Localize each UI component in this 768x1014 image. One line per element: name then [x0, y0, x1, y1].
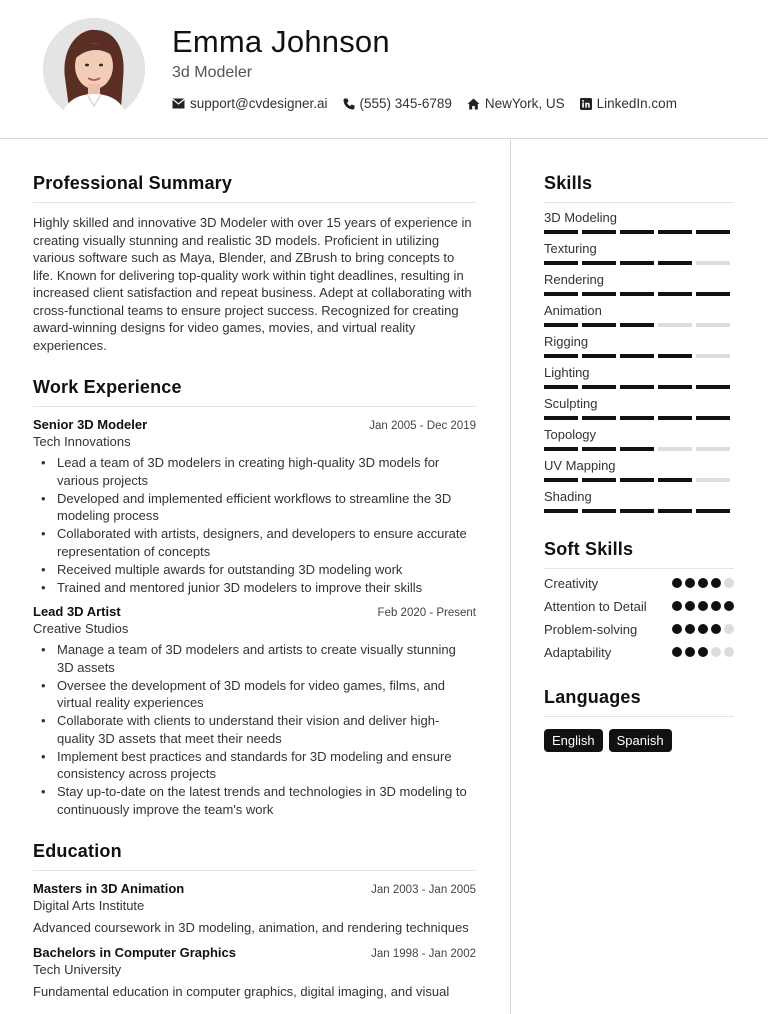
skill-level-segment — [582, 292, 616, 296]
soft-skill-item — [544, 575, 734, 592]
skill-level-segment — [658, 416, 692, 420]
skill-level-bar — [544, 447, 734, 451]
soft-skills-list — [544, 575, 734, 661]
soft-skill-item — [544, 644, 734, 661]
language-tag: Spanish — [609, 729, 672, 752]
rating-dot — [724, 578, 734, 588]
skill-name: Rendering — [544, 272, 604, 287]
education-date: Jan 2003 - Jan 2005 — [371, 884, 476, 896]
skill-level-bar — [544, 261, 734, 265]
language-list — [544, 729, 734, 752]
skill-item — [544, 458, 734, 482]
resume-header — [0, 0, 768, 139]
skill-level-segment — [696, 385, 730, 389]
skill-level-segment — [544, 323, 578, 327]
skill-level-segment — [582, 385, 616, 389]
summary-heading: Professional Summary — [33, 173, 476, 203]
skill-name: Shading — [544, 489, 592, 504]
skill-level-segment — [582, 447, 616, 451]
skill-name: Sculpting — [544, 396, 598, 411]
skill-level-segment — [582, 230, 616, 234]
job-entry — [33, 604, 476, 818]
skill-level-segment — [658, 385, 692, 389]
skill-level-segment — [658, 509, 692, 513]
skill-level-segment — [544, 385, 578, 389]
skill-level-segment — [620, 447, 654, 451]
soft-skills-section — [544, 539, 734, 661]
skill-name: Animation — [544, 303, 602, 318]
rating-dot — [685, 601, 695, 611]
skill-level-segment — [696, 323, 730, 327]
skill-level-segment — [620, 416, 654, 420]
contact-linkedin-text: LinkedIn.com — [596, 96, 677, 111]
skill-level-segment — [582, 261, 616, 265]
rating-dot — [685, 647, 695, 657]
skills-heading: Skills — [544, 173, 734, 203]
contact-email-text: support@cvdesigner.ai — [190, 96, 328, 111]
skill-level-segment — [696, 354, 730, 358]
skill-level-segment — [582, 354, 616, 358]
soft-skill-rating — [669, 624, 734, 634]
experience-heading: Work Experience — [33, 377, 476, 407]
skill-item — [544, 272, 734, 296]
job-bullets — [33, 454, 476, 596]
skill-level-segment — [544, 292, 578, 296]
linkedin-icon — [580, 98, 592, 110]
skill-level-segment — [620, 478, 654, 482]
degree-title: Masters in 3D Animation — [33, 881, 185, 896]
job-company: Tech Innovations — [33, 434, 131, 449]
skills-list — [544, 210, 734, 513]
skill-level-segment — [544, 478, 578, 482]
rating-dot — [711, 647, 721, 657]
job-entry — [33, 417, 476, 596]
skill-name: 3D Modeling — [544, 210, 617, 225]
bullet-item: • Manage a team of 3D modelers and artists to create visually stunning 3D assets — [33, 641, 476, 676]
bullet-item: • Collaborated with artists, designers, and developers to ensure accurate representation of concepts — [33, 525, 476, 560]
skill-name: UV Mapping — [544, 458, 616, 473]
soft-skill-name: Adaptability — [544, 645, 612, 660]
job-company: Creative Studios — [33, 621, 129, 636]
skill-item — [544, 489, 734, 513]
rating-dot — [711, 578, 721, 588]
education-heading: Education — [33, 841, 476, 871]
rating-dot — [698, 578, 708, 588]
languages-heading: Languages — [544, 687, 734, 717]
school-name: Digital Arts Institute — [33, 898, 145, 913]
soft-skill-item — [544, 621, 734, 638]
skill-level-segment — [696, 292, 730, 296]
skill-level-bar — [544, 354, 734, 358]
candidate-title: 3d Modeler — [172, 64, 253, 81]
bullet-item: • Trained and mentored junior 3D modelers to improve their skills — [33, 579, 476, 597]
skill-level-bar — [544, 230, 734, 234]
skill-level-segment — [696, 447, 730, 451]
skill-level-bar — [544, 478, 734, 482]
school-name: Tech University — [33, 961, 122, 977]
soft-skill-rating — [669, 601, 734, 611]
skill-level-segment — [658, 323, 692, 327]
rating-dot — [698, 624, 708, 634]
rating-dot — [672, 624, 682, 634]
education-entry — [33, 945, 476, 1001]
soft-skill-rating — [669, 647, 734, 657]
skill-item — [544, 303, 734, 327]
contact-list — [172, 96, 692, 111]
skill-level-segment — [658, 447, 692, 451]
skill-level-segment — [544, 509, 578, 513]
contact-linkedin[interactable] — [580, 96, 677, 111]
rating-dot — [724, 624, 734, 634]
rating-dot — [724, 647, 734, 657]
rating-dot — [711, 601, 721, 611]
education-desc: Fundamental education in computer graphics, digital imaging, and visual — [33, 983, 450, 999]
candidate-name: Emma Johnson — [172, 24, 390, 59]
rating-dot — [698, 647, 708, 657]
skills-section — [544, 173, 734, 513]
bullet-item: • Oversee the development of 3D models for video games, films, and virtual reality experiences — [33, 677, 476, 712]
home-icon — [467, 98, 480, 110]
skill-level-bar — [544, 416, 734, 420]
education-date: Jan 1998 - Jan 2002 — [371, 947, 476, 960]
side-column — [544, 140, 734, 752]
skill-level-segment — [658, 354, 692, 358]
job-title: Lead 3D Artist — [33, 604, 121, 619]
rating-dot — [711, 624, 721, 634]
soft-skill-name: Creativity — [544, 576, 599, 591]
skill-level-bar — [544, 292, 734, 296]
envelope-icon — [172, 98, 185, 109]
experience-section — [33, 377, 476, 818]
summary-text: Highly skilled and innovative 3D Modeler with over 15 years of experience in creating visually stunning and realistic 3D models. Proficient in utilizing various software such as Maya, Blender, and ZBrush to bring concepts to life. Known for delivering top-quality work within tight deadlines, resulting in increased client satisfaction and repeat business. Adept at collaborating with cross-functional teams to ensure project success. Recognized for creating award-winning designs for video games, movies, and virtual reality experiences. — [33, 215, 472, 353]
language-tag: English — [544, 729, 603, 752]
soft-skill-item — [544, 598, 734, 615]
contact-phone[interactable] — [343, 96, 452, 111]
skill-level-segment — [544, 447, 578, 451]
skill-level-segment — [696, 261, 730, 265]
skill-level-bar — [544, 385, 734, 389]
job-date: Jan 2005 - Dec 2019 — [369, 420, 476, 432]
skill-level-segment — [544, 261, 578, 265]
skill-level-segment — [620, 509, 654, 513]
skill-level-segment — [696, 478, 730, 482]
skill-item — [544, 210, 734, 234]
skill-level-segment — [582, 509, 616, 513]
skill-level-segment — [658, 261, 692, 265]
soft-skill-name: Attention to Detail — [544, 599, 647, 614]
contact-location — [467, 96, 565, 111]
skill-item — [544, 396, 734, 420]
skill-level-segment — [658, 230, 692, 234]
main-column — [33, 140, 476, 1000]
rating-dot — [672, 601, 682, 611]
skill-name: Topology — [544, 427, 597, 442]
skill-level-segment — [620, 385, 654, 389]
soft-skill-name: Problem-solving — [544, 622, 638, 637]
rating-dot — [672, 578, 682, 588]
bullet-item: • Stay up-to-date on the latest trends and technologies in 3D modeling to continuously improve the team's work — [33, 783, 476, 818]
education-entry — [33, 881, 476, 937]
bullet-item: • Received multiple awards for outstanding 3D modeling work — [33, 561, 476, 579]
education-desc: Advanced coursework in 3D modeling, animation, and rendering techniques — [33, 920, 469, 935]
rating-dot — [685, 578, 695, 588]
skill-level-segment — [544, 230, 578, 234]
skill-level-bar — [544, 323, 734, 327]
skill-level-segment — [620, 323, 654, 327]
skill-item — [544, 334, 734, 358]
bullet-item: • Developed and implemented efficient workflows to streamline the 3D modeling process — [33, 490, 476, 525]
summary-section — [33, 173, 476, 354]
skill-level-segment — [620, 354, 654, 358]
skill-item — [544, 427, 734, 451]
soft-skills-heading: Soft Skills — [544, 539, 734, 569]
contact-phone-text: (555) 345-6789 — [359, 96, 452, 111]
rating-dot — [724, 601, 734, 611]
skill-name: Lighting — [544, 365, 590, 380]
job-title: Senior 3D Modeler — [33, 417, 148, 432]
soft-skill-rating — [669, 578, 734, 588]
job-bullets — [33, 641, 476, 818]
contact-email[interactable] — [172, 96, 328, 111]
profile-photo — [43, 18, 145, 120]
contact-location-text: NewYork, US — [484, 96, 565, 111]
job-date: Feb 2020 - Present — [377, 607, 476, 619]
skill-level-segment — [696, 416, 730, 420]
education-section — [33, 841, 476, 1000]
skill-level-segment — [582, 416, 616, 420]
degree-title: Bachelors in Computer Graphics — [33, 944, 236, 960]
skill-level-segment — [582, 323, 616, 327]
skill-name: Texturing — [544, 241, 597, 256]
column-divider — [510, 140, 511, 1014]
rating-dot — [698, 601, 708, 611]
skill-level-segment — [544, 354, 578, 358]
skill-name: Rigging — [544, 334, 589, 349]
bullet-item: • Lead a team of 3D modelers in creating high-quality 3D models for various projects — [33, 454, 476, 489]
skill-level-segment — [696, 509, 730, 513]
skill-item — [544, 365, 734, 389]
rating-dot — [685, 624, 695, 634]
skill-level-segment — [658, 292, 692, 296]
skill-item — [544, 241, 734, 265]
bullet-item: • Collaborate with clients to understand their vision and deliver high-quality 3D assets that meet their needs — [33, 712, 476, 747]
skill-level-segment — [620, 261, 654, 265]
skill-level-segment — [696, 230, 730, 234]
bullet-item: • Implement best practices and standards for 3D modeling and ensure consistency across projects — [33, 748, 476, 783]
skill-level-segment — [658, 478, 692, 482]
rating-dot — [672, 647, 682, 657]
skill-level-bar — [544, 509, 734, 513]
languages-section — [544, 687, 734, 752]
skill-level-segment — [544, 416, 578, 420]
skill-level-segment — [620, 230, 654, 234]
phone-icon — [343, 98, 355, 110]
skill-level-segment — [582, 478, 616, 482]
skill-level-segment — [620, 292, 654, 296]
